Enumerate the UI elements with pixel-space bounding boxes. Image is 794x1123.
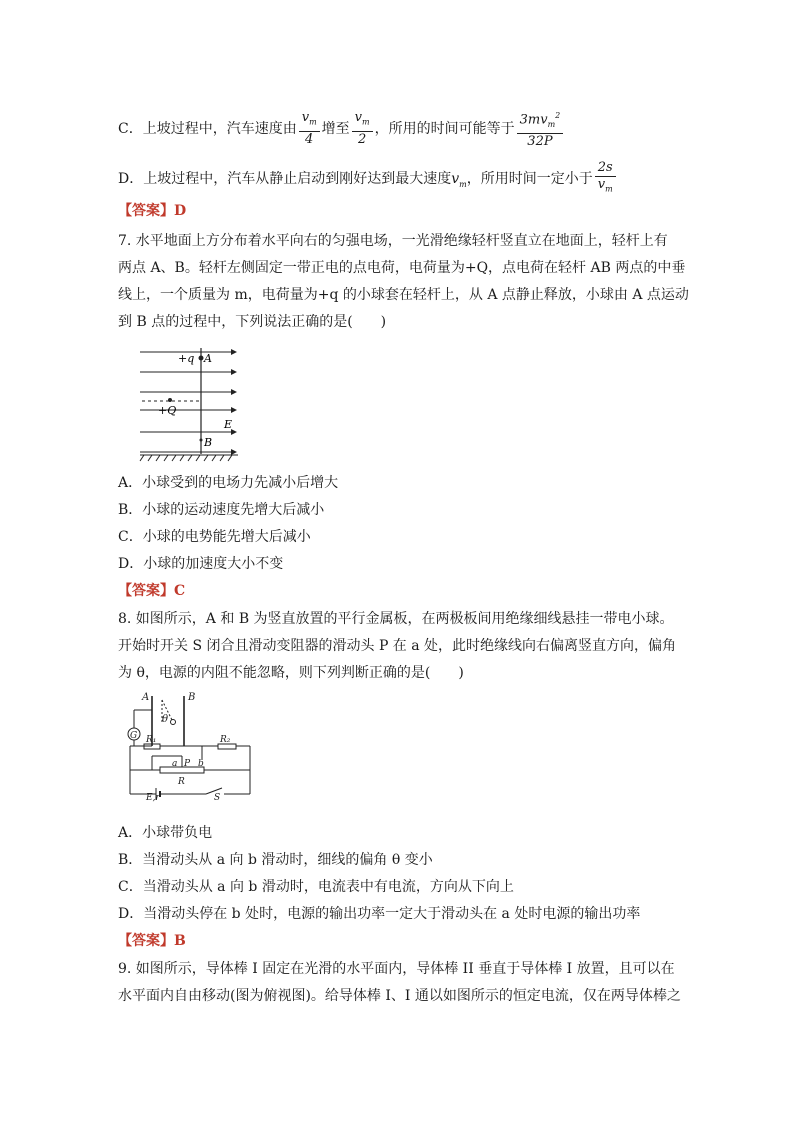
q7-stem-line-2: 两点 A、B。轻杆左侧固定一带正电的点电荷，电荷量为+Q，点电荷在轻杆 AB 两点的中垂 [118, 260, 686, 276]
fraction-vm-over-4: $\frac{v_m}{4}$ [299, 110, 320, 148]
q8-option-a: A．小球带负电 [118, 825, 213, 841]
q8-option-c: C．当滑动头从 a 向 b 滑动时，电流表中有电流，方向从下向上 [118, 879, 514, 895]
label-A: A [204, 352, 212, 365]
q7-answer: 【答案】C [118, 583, 186, 599]
label-theta: θ [162, 714, 169, 725]
q8-option-d: D．当滑动头停在 b 处时，电源的输出功率一定大于滑动头在 a 处时电源的输出功率 [118, 906, 641, 922]
q8-answer: 【答案】B [118, 933, 186, 949]
label-A: A [142, 692, 150, 703]
q8-stem-line-2: 开始时开关 S 闭合且滑动变阻器的滑动头 P 在 a 处，此时绝缘线向右偏离竖直方向，偏角 [118, 638, 677, 654]
q6-option-c [118, 108, 565, 150]
q9-stem-line-2: 水平面内自由移动(图为俯视图)。给导体棒 I、I 通以如图所示的恒定电流，仅在两导体棒之 [118, 988, 681, 1004]
charge-Q [168, 398, 172, 402]
ball-A [199, 356, 204, 361]
q7-stem-line-4: 到 B 点的过程中，下列说法正确的是( ) [118, 314, 387, 330]
ground-hatching [140, 455, 238, 461]
option-text: ，所用时间一定小于 [466, 170, 593, 187]
label-E: E [224, 418, 233, 431]
option-text: D．上坡过程中，汽车从静止启动到刚好达到最大速度 [118, 170, 452, 187]
label-B: B [188, 692, 196, 703]
label-b: b [198, 759, 204, 769]
q6-answer: 【答案】D [118, 203, 187, 219]
label-P: P [184, 759, 191, 769]
q8-option-b: B．当滑动头从 a 向 b 滑动时，细线的偏角 θ 变小 [118, 852, 433, 868]
label-Q: +Q [158, 404, 177, 417]
q7-stem-line-3: 线上，一个质量为 m，电荷量为+q 的小球套在轻杆上，从 A 点静止释放，小球由 A 点运动 [118, 287, 689, 303]
label-a: a [172, 759, 178, 769]
label-R2: R₂ [220, 735, 231, 745]
label-Er: E,r [146, 793, 160, 802]
q7-option-d: D．小球的加速度大小不变 [118, 556, 284, 572]
option-text: C．上坡过程中，汽车速度由 [118, 120, 297, 137]
q7-option-a: A．小球受到的电场力先减小后增大 [118, 475, 339, 491]
label-S: S [214, 793, 221, 802]
q7-stem-line-1: 7. 水平地面上方分布着水平向右的匀强电场，一光滑绝缘轻杆竖直立在地面上，轻杆上有 [118, 233, 668, 249]
fraction-3mvm2-over-32P: $\frac{3mv_m^2}{32P}$ [517, 108, 564, 150]
point-B [200, 439, 203, 442]
label-q: +q [178, 352, 195, 365]
option-text: ，所用的时间可能等于 [374, 120, 515, 137]
q9-stem-line-1: 9. 如图所示，导体棒 I 固定在光滑的水平面内，导体棒 II 垂直于导体棒 I 放置，且可以在 [118, 961, 675, 977]
label-R: R [178, 777, 185, 787]
label-R1: R₁ [146, 735, 157, 745]
q7-field-diagram [138, 342, 250, 464]
option-text: 增至 [321, 120, 350, 137]
fraction-2s-over-vm: $\frac{2s}{v_m}$ [595, 160, 616, 198]
label-G: G [130, 731, 138, 741]
q6-option-d: D．上坡过程中，汽车从静止启动到刚好达到最大速度$v_m$，所用时间一定小于 $\frac{2s}{v_m}$ [118, 160, 618, 198]
q7-option-b: B．小球的运动速度先增大后减小 [118, 502, 325, 518]
field-lines [140, 352, 236, 452]
q8-stem-line-3: 为 θ，电源的内阻不能忽略，则下列判断正确的是( ) [118, 665, 464, 681]
q7-option-c: C．小球的电势能先增大后减小 [118, 529, 311, 545]
charged-ball [171, 720, 176, 725]
q8-circuit-diagram [122, 690, 254, 802]
q8-stem-line-1: 8. 如图所示，A 和 B 为竖直放置的平行金属板，在两极板间用绝缘细线悬挂一带电小球。 [118, 611, 674, 627]
fraction-vm-over-2: $\frac{v_m}{2}$ [352, 110, 373, 148]
label-B: B [204, 436, 213, 449]
